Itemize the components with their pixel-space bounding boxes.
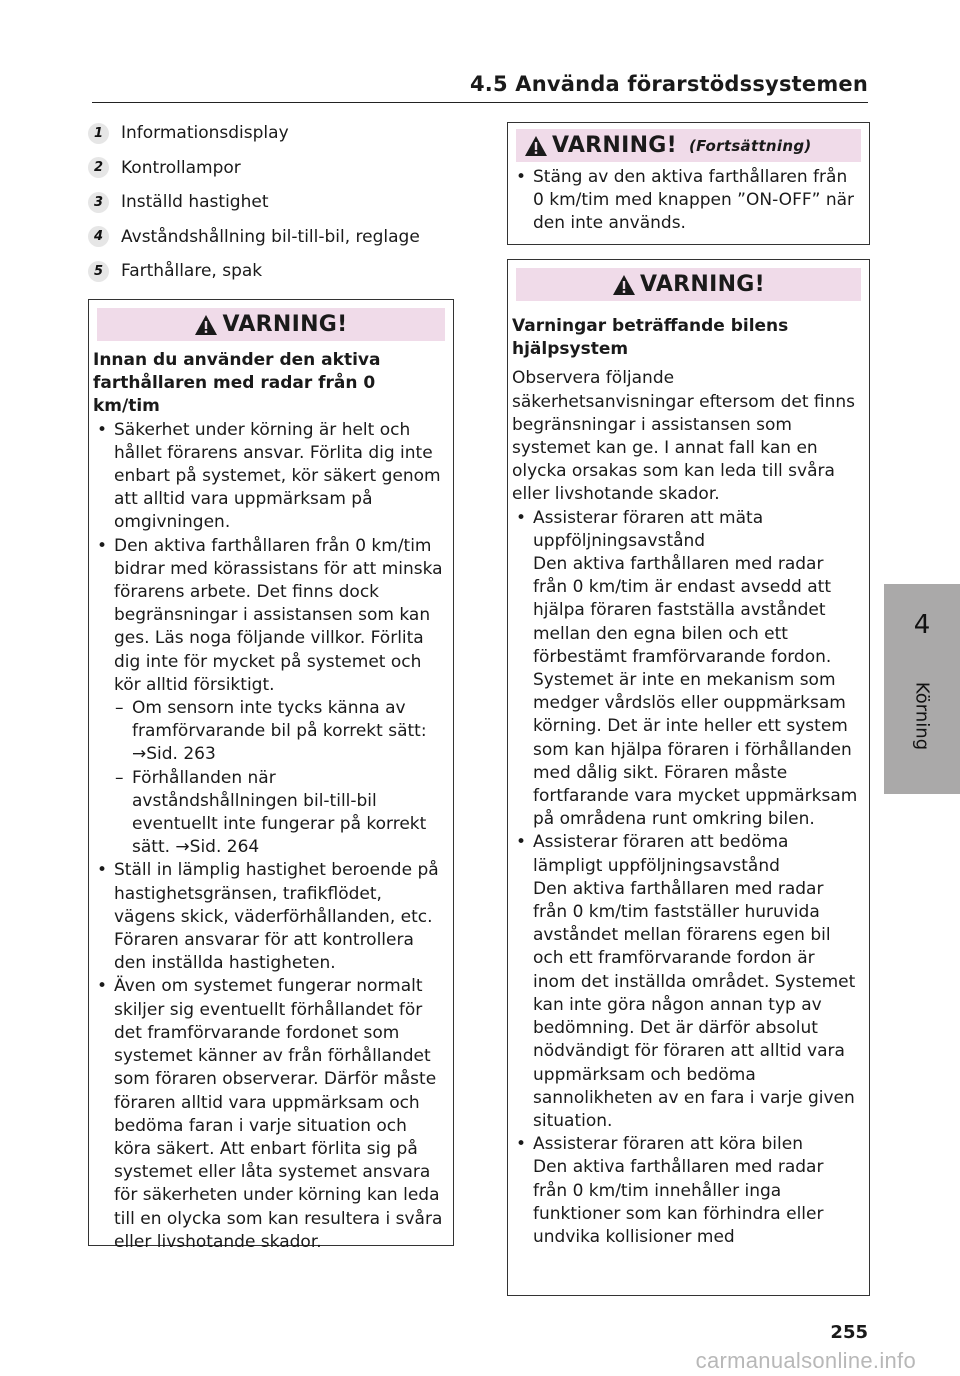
legend-item [88, 116, 458, 151]
page-number: 255 [830, 1322, 868, 1343]
warning-bullet-title: • Assisterar föraren att köra bilen [512, 1133, 861, 1156]
warning-triangle-icon [612, 274, 636, 296]
chapter-label: Körning [911, 681, 933, 751]
warning-triangle-icon [524, 135, 548, 157]
warning-bullet: • Den aktiva farthållaren från 0 km/tim bidrar med körassistans för att minska förarens arbete. Det finns dock begränsningar i assistansen som kan ges. Läs noga följande villkor. Förlita dig inte för mycket på systemet och kör alltid försiktigt. [93, 535, 445, 697]
warning-header [516, 129, 861, 162]
legend-number: 2 [88, 157, 109, 178]
warning-bullet: • Säkerhet under körning är helt och hållet förarens ansvar. Förlita dig inte enbart på systemet, kör säkert genom att alltid vara uppmärksam på omgivningen. [93, 419, 445, 535]
warning-bullet-title: • Assisterar föraren att mäta uppföljningsavstånd [512, 507, 861, 553]
legend-label: Informationsdisplay [121, 123, 289, 144]
legend-list [88, 116, 458, 289]
legend-label: Farthållare, spak [121, 261, 263, 282]
legend-label: Kontrollampor [121, 157, 241, 178]
warning-bullet-text: Den aktiva farthållaren med radar från 0 km/tim innehåller inga funktioner som kan förhindra eller undvika kollisioner med [533, 1157, 824, 1247]
warning-bullet-title: • Assisterar föraren att bedöma lämpligt uppföljningsavstånd [512, 831, 861, 877]
warning-subitem: – Förhållanden när avståndshållningen bil-till-bil eventuellt inte fungerar på korrekt sätt. →Sid. 264 [115, 767, 427, 858]
warning-bullet: • Stäng av den aktiva farthållaren från 0 km/tim med knappen ”ON-OFF” när den inte används. [512, 166, 861, 236]
warning-bullet-text: Den aktiva farthållaren med radar från 0 km/tim är endast avsedd att hjälpa föraren fastställa avståndet mellan den egna bilen och ett förbestämt framförvarande fordon. Systemet är inte en mekanism som medger vårdslös eller ouppmärksam körning. Det är inte heller ett system som kan hjälpa föraren i förhållanden med dålig sikt. Föraren måste fortfarande vara mycket uppmärksam på områdena runt omkring bilen. [533, 554, 858, 830]
legend-number: 3 [88, 192, 109, 213]
warning-box-continued [507, 122, 870, 245]
legend-item [88, 220, 458, 255]
legend-number: 5 [88, 261, 109, 282]
warning-heading: Varningar beträffande bilens hjälpsystem [512, 316, 789, 360]
legend-item [88, 151, 458, 186]
warning-subitem: – Om sensorn inte tycks känna av framförvarande bil på korrekt sätt: →Sid. 263 [115, 698, 427, 765]
warning-subitem-text: Om sensorn inte tycks känna av framförvarande bil på korrekt sätt: →Sid. 263 [132, 698, 427, 765]
warning-heading: Innan du använder den aktiva farthållaren med radar från 0 km/tim [93, 350, 381, 417]
header-divider [92, 102, 868, 103]
legend-item [88, 254, 458, 289]
warning-header [97, 308, 445, 341]
legend-number: 1 [88, 123, 109, 144]
legend-label: Inställd hastighet [121, 192, 269, 213]
warning-bullet: • Ställ in lämplig hastighet beroende på hastighetsgränsen, trafikflödet, vägens skick, väderförhållanden, etc. Föraren ansvarar för att kontrollera den inställda hastigheten. [93, 859, 445, 975]
continued-label: (Fortsättning) [689, 136, 812, 155]
warning-label: VARNING! [552, 133, 678, 158]
warning-triangle-icon [194, 314, 218, 336]
warning-subitem-text: Förhållanden när avståndshållningen bil-till-bil eventuellt inte fungerar på korrekt sätt. →Sid. 264 [132, 767, 427, 858]
legend-label: Avståndshållning bil-till-bil, reglage [121, 226, 420, 247]
warning-header [516, 268, 861, 301]
legend-number: 4 [88, 226, 109, 247]
warning-label: VARNING! [639, 272, 765, 297]
legend-item [88, 185, 458, 220]
chapter-tab [884, 584, 960, 794]
warning-intro: Observera följande säkerhetsanvisningar eftersom det finns begränsningar i assistansen som systemet kan ge. I annat fall kan en olycka orsakas som kan leda till svåra eller livshotande skador. [512, 368, 856, 505]
warning-box-assist-systems [507, 259, 870, 1296]
section-title: 4.5 Använda förarstödssystemen [469, 72, 868, 96]
warning-label: VARNING! [222, 312, 348, 337]
warning-bullet-text: Den aktiva farthållaren med radar från 0 km/tim fastställer huruvida avståndet mellan förarens egen bil och ett framförvarande fordon är inom det inställda området. Systemet kan inte göra någon annan typ av bedömning. Det är därför absolut nödvändigt för föraren att alltid vara uppmärksam och bedöma sannolikheten av en fara i varje given situation. [533, 878, 856, 1131]
chapter-number: 4 [913, 610, 931, 640]
warning-bullet: • Även om systemet fungerar normalt skiljer sig eventuellt förhållandet för det framförvarande fordonet som systemet känner av från förhållandet som föraren observerar. Därför måste föraren alltid vara uppmärksam och bedöma faran i varje situation och köra säkert. Att enbart förlita sig på systemet eller låta systemet ansvara för säkerheten under körning kan leda till en olycka som kan resultera i svåra eller livshotande skador. [93, 975, 445, 1253]
watermark: carmanualsonline.info [695, 1348, 916, 1373]
warning-box-radar-cruise [88, 299, 454, 1252]
